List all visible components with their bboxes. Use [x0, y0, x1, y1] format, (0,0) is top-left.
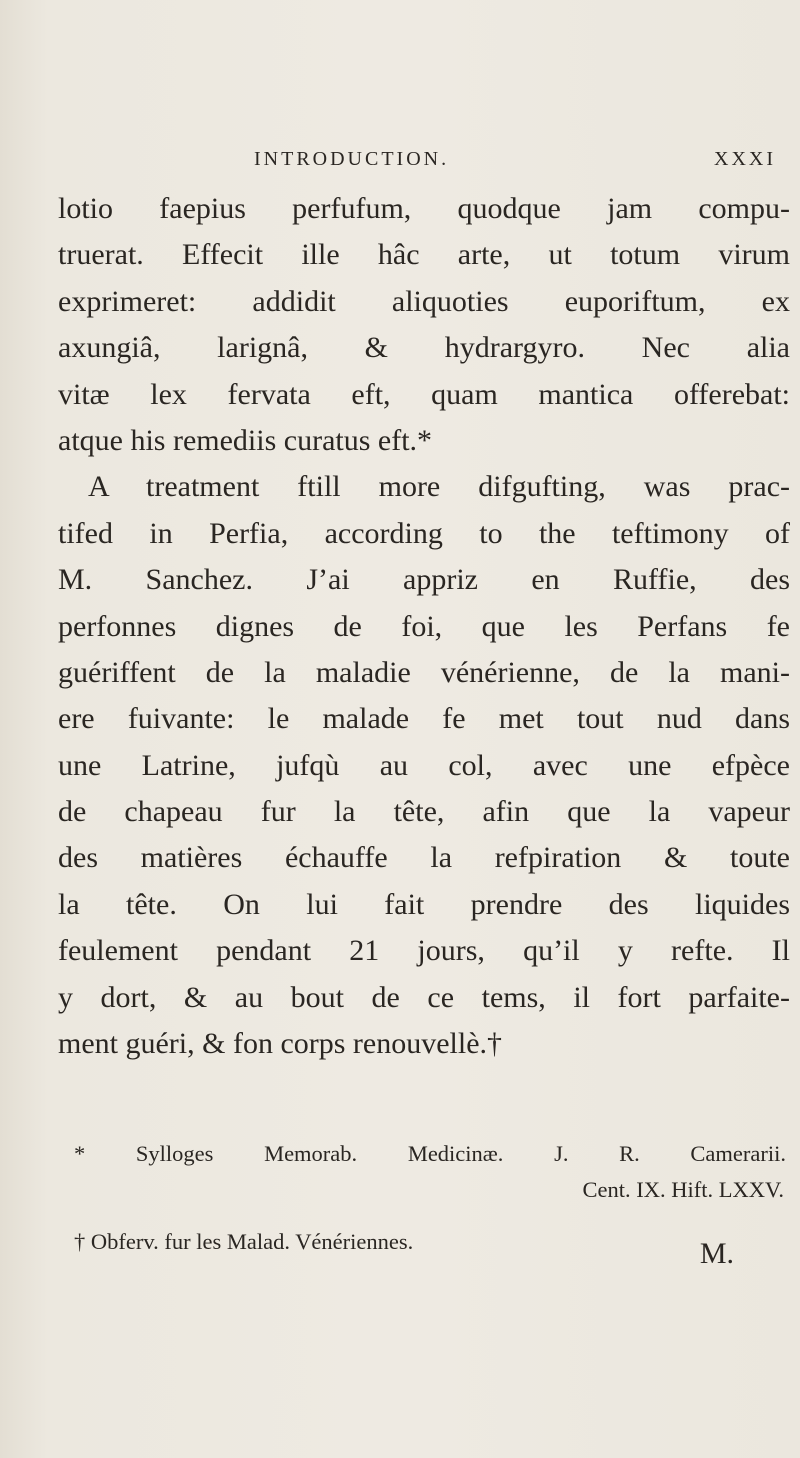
text-line: tifed in Perfia, according to the teftimony of — [58, 516, 790, 550]
body-text — [58, 186, 790, 1067]
footnote-2: † Obferv. fur les Malad. Vénériennes. — [74, 1229, 414, 1254]
footnote-1-continuation: Cent. IX. Hift. LXXV. — [582, 1177, 784, 1202]
text-line: ere fuivante: le malade fe met tout nud dans — [58, 702, 790, 736]
footnote-1: * Sylloges Memorab. Medicinæ. J. R. Camerarii. — [74, 1141, 786, 1166]
catchword: M. — [699, 1237, 734, 1270]
text-line: de chapeau fur la tête, afin que la vapeur — [58, 795, 790, 829]
page-number: XXXI — [714, 148, 776, 170]
text-line: lotio faepius perfufum, quodque jam compu- — [58, 192, 790, 225]
text-line: des matières échauffe la refpiration & toute — [58, 841, 790, 875]
text-line: axungiâ, larignâ, & hydrargyro. Nec alia — [58, 331, 790, 365]
text-line: feulement pendant 21 jours, qu’il y refte. Il — [58, 934, 790, 968]
text-line: A treatment ftill more difgufting, was prac- — [88, 470, 790, 504]
text-line: vitæ lex fervata eft, quam mantica offerebat: — [58, 377, 790, 411]
text-line: y dort, & au bout de ce tems, il fort parfaite- — [58, 980, 790, 1014]
text-line: perfonnes dignes de foi, que les Perfans fe — [58, 609, 790, 643]
text-line: la tête. On lui fait prendre des liquides — [58, 887, 790, 921]
text-line: guériffent de la maladie vénérienne, de la mani- — [58, 655, 790, 689]
text-line: atque his remediis curatus eft.* — [58, 423, 433, 457]
page-header — [254, 148, 800, 188]
text-line: M. Sanchez. J’ai appriz en Ruffie, des — [58, 563, 790, 597]
footnotes — [74, 1136, 786, 1260]
running-head: INTRODUCTION. — [254, 148, 450, 170]
text-line: truerat. Effecit ille hâc arte, ut totum virum — [58, 238, 790, 272]
text-line: exprimeret: addidit aliquoties euporiftum, ex — [58, 284, 790, 318]
text-line: ment guéri, & fon corps renouvellè.† — [58, 1027, 503, 1061]
text-line: une Latrine, jufqù au col, avec une efpèce — [58, 748, 790, 782]
